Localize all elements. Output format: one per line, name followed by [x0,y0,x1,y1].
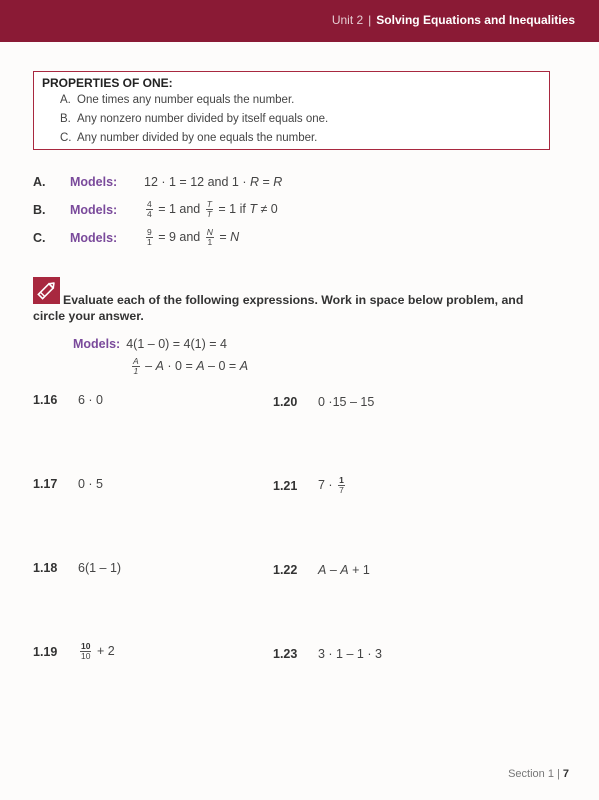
property-letter: A. [60,94,71,106]
model-equation: 12 · 1 = 12 and 1 · R = R [144,175,283,189]
section-label: Section 1 [508,768,554,780]
models-label: Models: [70,231,118,245]
model-equation: 4(1 – 0) = 4(1) = 4 [126,337,227,351]
footer-separator: | [557,768,560,780]
model-letter: A. [33,175,46,189]
models-label: Models: [70,203,118,217]
page-number: 7 [562,768,569,780]
model-equation: $\frac{9}{1}$ = 9 and $\frac{N}{1}$ = N [147,227,240,247]
problem-expression: 6(1 – 1) [78,561,122,575]
problem-number: 1.23 [273,647,298,661]
problem-expression: 0 ·15 – 15 [318,395,375,409]
problem-number: 1.17 [33,477,58,491]
problem-expression: A – A + 1 [318,563,370,577]
problem-expression: 6 · 0 [78,393,104,407]
fraction: $\frac{N}{1}$ [206,227,213,247]
header-text [332,13,575,27]
problem-number: 1.18 [33,561,58,575]
page-footer [508,768,569,780]
property-letter: B. [60,113,71,125]
problem-expression: 7 · $\frac{1}{7}$ [318,475,344,495]
property-item [60,113,328,125]
exercise-model-2: $\frac{A}{1}$ – A · 0 = A – 0 = A [133,356,249,376]
properties-box [33,71,550,150]
property-text: One times any number equals the number. [77,94,295,106]
problem-number: 1.19 [33,645,58,659]
unit-label: Unit 2 [331,13,364,27]
problem-number: 1.22 [273,563,298,577]
fraction: $\frac{9}{1}$ [147,227,152,247]
fraction: $\frac{A}{1}$ [133,356,139,376]
models-label: Models: [73,337,121,351]
model-equation: $\frac{4}{4}$ = 1 and $\frac{T}{T}$ = 1 if T ≠ 0 [147,199,278,219]
exercise-instructions [33,292,563,324]
fraction: $\frac{4}{4}$ [147,199,152,219]
fraction: $\frac{1}{7}$ [339,475,344,495]
property-text: Any nonzero number divided by itself equals one. [77,113,329,125]
exercise-model-1 [73,337,227,351]
instruction-line-2: circle your answer. [33,309,144,323]
problem-expression: 0 · 5 [78,477,104,491]
property-item [60,132,317,144]
problem-expression: 3 · 1 – 1 · 3 [318,647,382,661]
model-letter: C. [33,231,46,245]
problem-expression: $\frac{10}{10}$ + 2 [81,641,115,661]
problem-number: 1.20 [273,395,298,409]
property-item [60,94,294,106]
unit-title: Solving Equations and Inequalities [376,13,575,27]
fraction: $\frac{T}{T}$ [206,199,212,219]
instruction-line-1: Evaluate each of the following expressions. Work in space below problem, and [63,293,524,307]
problem-number: 1.21 [273,479,298,493]
fraction: $\frac{10}{10}$ [81,641,91,661]
models-label: Models: [70,175,118,189]
property-text: Any number divided by one equals the number. [77,132,318,144]
model-letter: B. [33,203,46,217]
properties-title: PROPERTIES OF ONE: [42,76,173,90]
property-letter: C. [60,132,72,144]
header-separator: | [368,13,372,27]
problem-number: 1.16 [33,393,58,407]
header-bar [0,0,599,42]
